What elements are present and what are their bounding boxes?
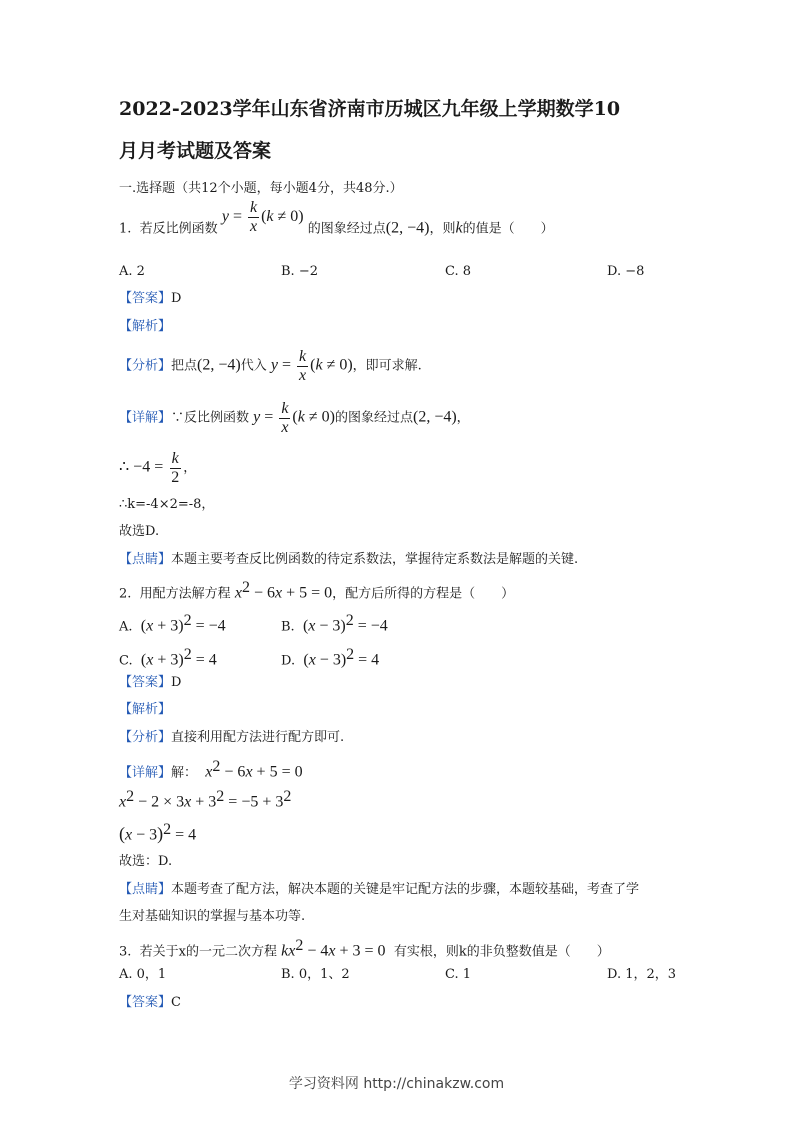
q2-dianjing-2: 生对基础知识的掌握与基本功等. [119,909,306,924]
footer-watermark: 学习资料网 http://chinakzw.com [288,1076,505,1092]
q2-analysis-tag: 【解析】 [119,702,172,717]
q1-step-2: ∴k=-4×2=-8， [119,497,215,512]
q1-option-a: A. 2 [119,264,145,279]
q1-choose: 故选D. [119,524,160,539]
q1-xiangjie: 【详解】∵反比例函数 y = $\frac{k}{x}$ (k ≠ 0)的图象经过点(2, −4)， [119,400,470,436]
section-heading: 一.选择题（共12个小题，每小题4分，共48分.） [119,181,403,196]
q2-option-b: B. $(x - 3)^2 = -4$ [281,612,388,635]
q2-xiangjie: 【详解】解： $x^2 - 6x + 5 = 0$ [119,758,303,781]
q1-option-b: B. −2 [281,264,318,279]
q2-stem: 2. 用配方法解方程 $x^2 - 6x + 5 = 0$，配方后所得的方程是（ ） [119,579,515,602]
title-line-2: 月月考试题及答案 [119,140,272,162]
q2-step-1: $x^2 - 2 \times 3x + 3^2 = -5 + 3^2$ [119,788,292,811]
q3-option-a: A. 0，1 [119,967,167,982]
q2-option-d: D. $(x - 3)^2 = 4$ [281,646,380,669]
q1-step-1: ∴ −4 = $\frac{k}{2}$ ， [119,450,197,486]
q2-fenxi: 【分析】直接利用配方法进行配方即可. [119,730,345,745]
q1-dianjing: 【点睛】本题主要考查反比例函数的待定系数法，掌握待定系数法是解题的关键. [119,552,579,567]
q2-step-2: $(x - 3)^2 = 4$ [119,821,197,844]
q1-answer: 【答案】D [119,291,182,306]
q3-option-d: D. 1，2，3 [607,967,677,982]
q2-answer: 【答案】D [119,675,182,690]
title-line-1: 2022-2023学年山东省济南市历城区九年级上学期数学10 [119,98,621,120]
q3-stem: 3. 若关于x的一元二次方程 $kx^2 - 4x + 3 = 0$ 有实根，则k的非负整数值是（ ） [119,937,610,960]
q3-option-c: C. 1 [445,967,472,982]
q1-analysis-tag: 【解析】 [119,319,172,334]
q1-function-formula: y = $\frac{k}{x}$ (k ≠ 0) [221,199,304,235]
q2-option-a: A. $(x + 3)^2 = -4$ [119,612,226,635]
q1-stem: 1. 若反比例函数 y = $\frac{k}{x}$ (k ≠ 0) 的图象经过点(2, −4)，则k的值是（ ） [119,199,554,237]
q2-option-c: C. $(x + 3)^2 = 4$ [119,646,217,669]
q1-option-c: C. 8 [445,264,472,279]
q2-choose: 故选：D. [119,854,173,869]
q2-dianjing-1: 【点睛】本题考查了配方法，解决本题的关键是牢记配方法的步骤，本题较基础，考查了学 [119,882,640,897]
q3-answer: 【答案】C [119,995,181,1010]
q1-fenxi: 【分析】把点(2, −4)代入 y = $\frac{k}{x}$ (k ≠ 0)，即可求解. [119,348,422,384]
q1-option-d: D. −8 [607,264,645,279]
q3-option-b: B. 0，1、2 [281,967,350,982]
